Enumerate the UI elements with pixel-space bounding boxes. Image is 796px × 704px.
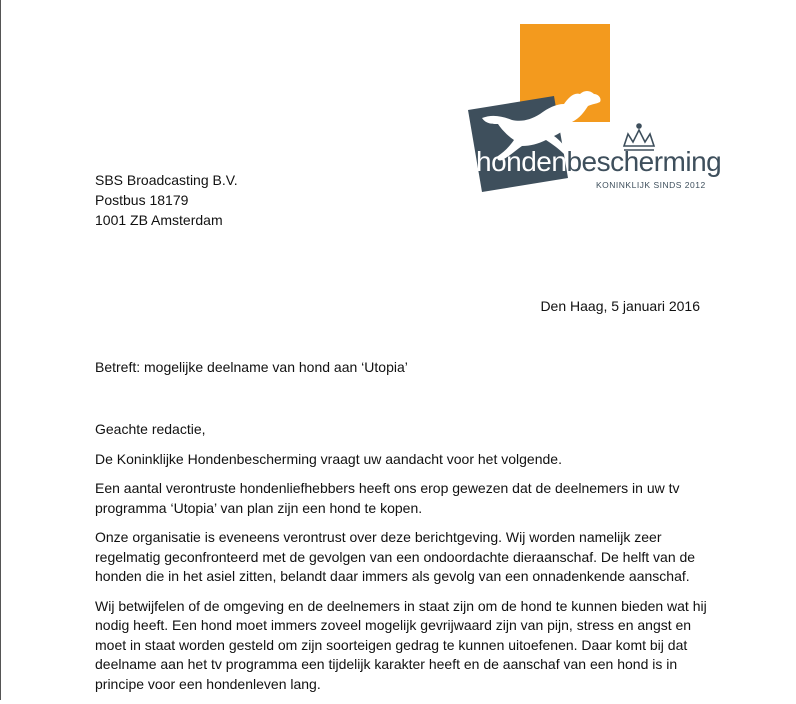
logo-word-honden: honden [476,146,567,177]
salutation: Geachte redactie, [95,421,206,437]
recipient-address [95,170,238,230]
letter-subject: Betreft: mogelijke deelname van hond aan ‘Utopia’ [95,359,408,375]
paragraph-4: Wij betwijfelen of de omgeving en de deelnemers in staat zijn om de hond te kunnen bieden wat hij nodig heeft. Een hond moet immers zoveel mogelijk gevrijwaard zijn van pijn, stress en angst en moet in staat worden gesteld om zijn soorteigen gedrag te kunnen uitoefenen. Daar komt bij dat deelname aan het tv programma een tijdelijk karakter heeft en de aanschaf van een hond is in principe voor een hondenleven lang. [95,597,707,692]
page-edge [0,0,1,700]
letter-date: Den Haag, 5 januari 2016 [540,298,700,314]
address-line-2: Postbus 18179 [95,192,189,208]
logo-wordmark [476,146,721,178]
paragraph-1: De Koninklijke Hondenbescherming vraagt uw aandacht voor het volgende. [95,450,562,467]
logo-word-bescherming: bescherming [566,146,722,177]
logo-tagline: KONINKLIJK SINDS 2012 [596,180,706,190]
address-line-3: 1001 ZB Amsterdam [95,212,223,228]
hondenbescherming-logo [468,18,722,196]
paragraph-3: Onze organisatie is eveneens verontrust over deze berichtgeving. Wij worden namelijk zeer regelmatig geconfronteerd met de gevolgen van een ondoordachte dieraanschaf. De helft van de honden die in het asiel zitten, belandt daar immers als gevolg van een onnadenkende aanschaf. [95,529,696,584]
letter-body [95,420,715,704]
paragraph-2: Een aantal verontruste hondenliefhebbers heeft ons erop gewezen dat de deelnemers in uw tv programma ‘Utopia’ van plan zijn een hond te kopen. [95,480,680,516]
address-line-1: SBS Broadcasting B.V. [95,172,238,188]
